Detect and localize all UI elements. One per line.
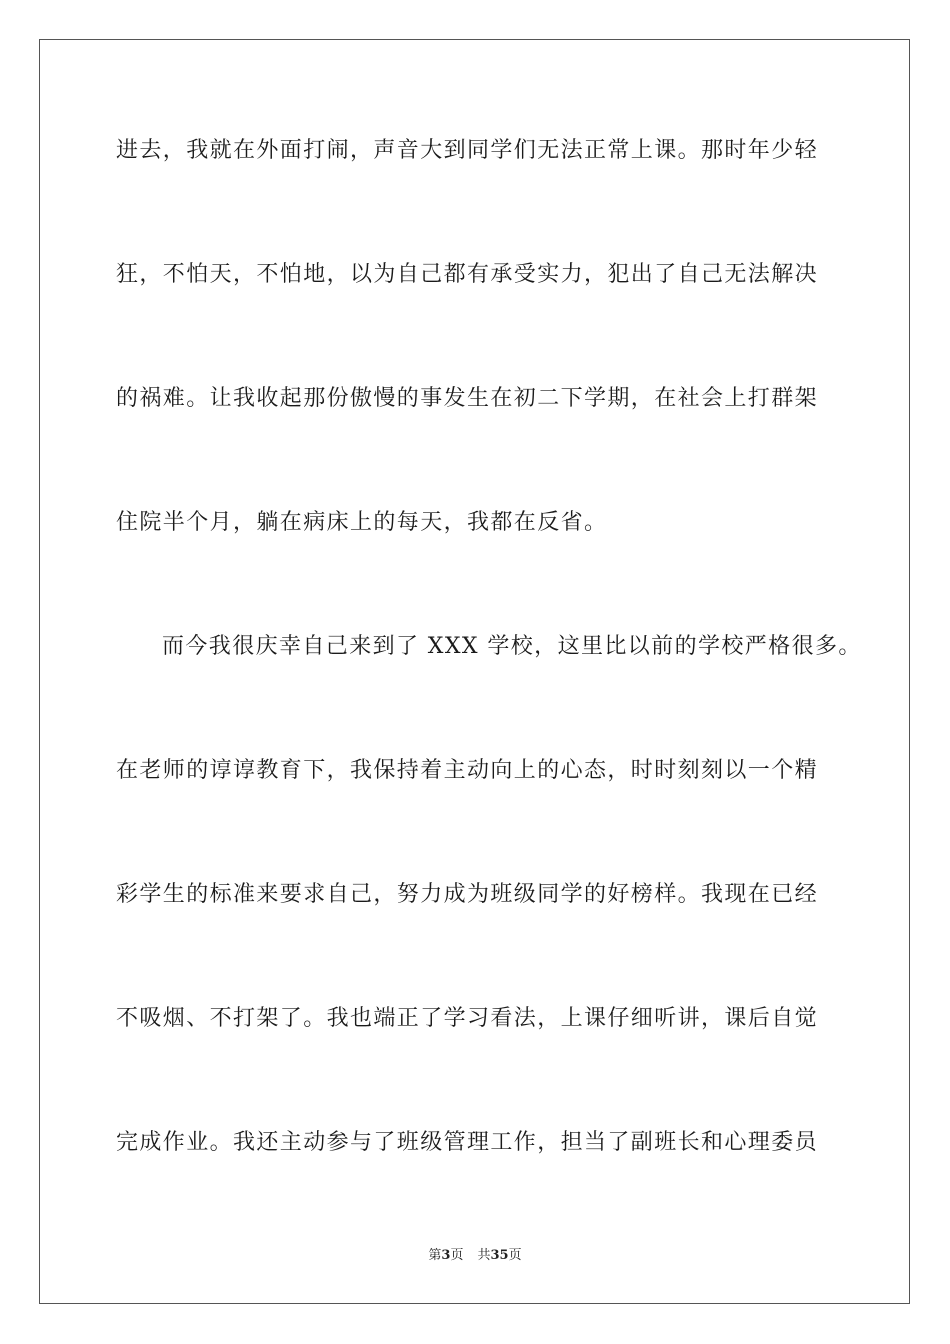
page-number: 3 [441,1248,451,1263]
body-text-line-4: 住院半个月，躺在病床上的每天，我都在反省。 [116,510,608,535]
body-text-line-1: 进去，我就在外面打闹，声音大到同学们无法正常上课。那时年少轻 [116,138,819,163]
total-label-suffix: 页 [508,1248,522,1263]
total-pages: 35 [490,1248,509,1263]
body-text-line-7: 彩学生的标准来要求自己，努力成为班级同学的好榜样。我现在已经 [116,882,819,907]
body-text-line-8: 不吸烟、不打架了。我也端正了学习看法，上课仔细听讲，课后自觉 [116,1006,819,1031]
page-label-prefix: 第 [428,1248,442,1263]
page-footer [0,1248,950,1264]
body-text-line-9: 完成作业。我还主动参与了班级管理工作，担当了副班长和心理委员 [116,1130,819,1155]
body-text-line-6: 在老师的谆谆教育下，我保持着主动向上的心态，时时刻刻以一个精 [116,758,819,783]
body-text-line-3: 的祸难。让我收起那份傲慢的事发生在初二下学期，在社会上打群架 [116,386,819,411]
page-label-suffix: 页 [450,1248,464,1263]
body-text-line-2: 狂，不怕天，不怕地，以为自己都有承受实力，犯出了自己无法解决 [116,262,819,287]
body-text-line-5-paragraph-start: 而今我很庆幸自己来到了 XXX 学校，这里比以前的学校严格很多。 [162,634,862,659]
page-border [39,39,910,1304]
total-label-prefix: 共 [477,1248,491,1263]
